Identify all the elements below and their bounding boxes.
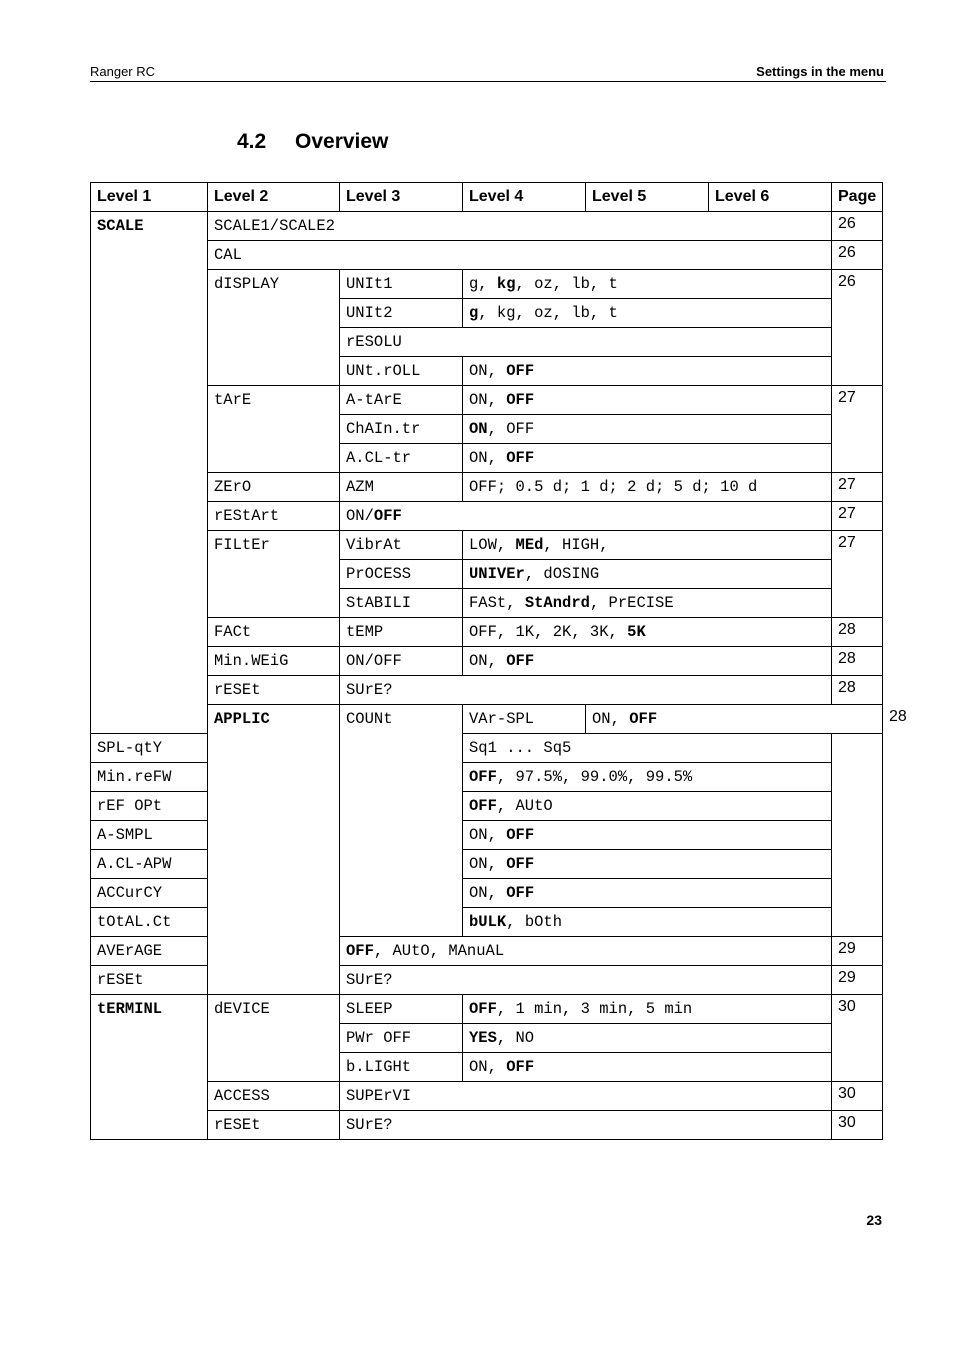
default-option: UNIVEr	[469, 565, 525, 583]
option-text: g,	[469, 275, 497, 293]
setting-cell: tOtAL.Ct	[91, 908, 208, 937]
option-text: , 1 min, 3 min, 5 min	[496, 1000, 693, 1018]
column-header: Level 1	[91, 183, 208, 212]
setting-cell: A-SMPL	[91, 821, 208, 850]
overview-table	[90, 182, 907, 1140]
setting-cell: VibrAt	[340, 531, 463, 560]
setting-cell: UNIt1	[340, 270, 463, 299]
setting-cell: dEVICE	[208, 995, 340, 1082]
setting-cell	[463, 1053, 832, 1082]
level1-cell: SCALE	[91, 212, 208, 734]
option-text: , AUtO, MAnuAL	[373, 942, 505, 960]
setting-cell: tArE	[208, 386, 340, 473]
option-text: LOW,	[469, 536, 516, 554]
setting-cell: SPL-qtY	[91, 734, 208, 763]
setting-cell: ChAIn.tr	[340, 415, 463, 444]
default-option: OFF	[506, 362, 535, 380]
option-text: ON,	[469, 449, 507, 467]
option-text: ON,	[469, 826, 507, 844]
column-header: Page	[832, 183, 883, 212]
table-row	[91, 473, 883, 502]
option-text: , AUtO	[496, 797, 553, 815]
table-row	[91, 241, 883, 270]
column-header: Level 2	[208, 183, 340, 212]
setting-cell: UNIt2	[340, 299, 463, 328]
setting-cell: ACCESS	[208, 1082, 340, 1111]
option-text: , PrECISE	[589, 594, 674, 612]
column-header: Level 6	[709, 183, 832, 212]
table-row	[91, 1082, 883, 1111]
option-text: , 97.5%, 99.0%, 99.5%	[496, 768, 693, 786]
page-ref-cell: 30	[832, 1082, 883, 1111]
page-ref-cell: 27	[832, 502, 883, 531]
setting-cell: FILtEr	[208, 531, 340, 618]
option-text: , dOSING	[524, 565, 600, 583]
setting-cell: rESEt	[208, 676, 340, 705]
setting-cell: b.LIGHt	[340, 1053, 463, 1082]
setting-cell: rESOLU	[340, 328, 832, 357]
level1-cell: APPLIC	[208, 705, 340, 995]
setting-cell: rEF OPt	[91, 792, 208, 821]
setting-cell: SUrE?	[340, 1111, 832, 1140]
setting-cell: Min.WEiG	[208, 647, 340, 676]
setting-cell: COUNt	[340, 705, 463, 937]
setting-cell: ON/OFF	[340, 647, 463, 676]
setting-cell: StABILI	[340, 589, 463, 618]
option-text: , HIGH,	[543, 536, 609, 554]
setting-cell: PWr OFF	[340, 1024, 463, 1053]
default-option: kg	[496, 275, 516, 293]
section-title: Overview	[295, 130, 389, 153]
default-option: OFF	[506, 884, 535, 902]
default-option: MEd	[515, 536, 544, 554]
option-text: FASt,	[469, 594, 525, 612]
default-option: OFF	[506, 449, 535, 467]
setting-cell	[463, 589, 832, 618]
default-option: OFF	[346, 942, 374, 960]
setting-cell: VAr-SPL	[463, 705, 586, 734]
setting-cell: SUrE?	[340, 966, 832, 995]
setting-cell	[463, 792, 832, 821]
setting-cell: AVErAGE	[91, 937, 208, 966]
page-ref-cell: 27	[832, 386, 883, 473]
page-ref-cell: 26	[832, 241, 883, 270]
setting-cell: SUrE?	[340, 676, 832, 705]
setting-cell	[463, 386, 832, 415]
setting-cell	[463, 357, 832, 386]
setting-cell: dISPLAY	[208, 270, 340, 386]
setting-cell: rESEt	[208, 1111, 340, 1140]
default-option: 5K	[627, 623, 646, 641]
setting-cell: Min.reFW	[91, 763, 208, 792]
setting-cell	[340, 937, 832, 966]
table-body	[91, 212, 907, 1140]
page-ref-cell: 26	[832, 270, 883, 386]
setting-cell: AZM	[340, 473, 463, 502]
page-ref-cell: 30	[832, 1111, 883, 1140]
setting-cell: ZErO	[208, 473, 340, 502]
default-option: OFF	[506, 1058, 535, 1076]
page-ref-cell: 28	[832, 676, 883, 705]
option-text: ON,	[469, 855, 507, 873]
setting-cell: tEMP	[340, 618, 463, 647]
running-header-title: Ranger RC	[90, 64, 156, 79]
table-row	[91, 647, 883, 676]
default-option: OFF	[506, 391, 535, 409]
setting-cell	[463, 647, 832, 676]
table-row	[91, 531, 883, 560]
option-text: ON,	[469, 884, 507, 902]
option-text: ON/	[346, 507, 374, 525]
table-row	[91, 1111, 883, 1140]
option-text: ON,	[469, 391, 507, 409]
running-header-chapter: Settings in the menu	[756, 64, 884, 79]
setting-cell: rEStArt	[208, 502, 340, 531]
option-text: ON,	[469, 362, 507, 380]
setting-cell	[463, 821, 832, 850]
column-header: Level 3	[340, 183, 463, 212]
setting-cell: A.CL-APW	[91, 850, 208, 879]
setting-cell	[463, 995, 832, 1024]
default-option: OFF	[373, 507, 402, 525]
setting-cell: A-tArE	[340, 386, 463, 415]
default-option: g	[469, 304, 479, 322]
setting-cell	[463, 850, 832, 879]
option-text: , NO	[496, 1029, 535, 1047]
option-text: , oz, lb, t	[515, 275, 618, 293]
setting-cell: FACt	[208, 618, 340, 647]
option-text: OFF, 1K, 2K, 3K,	[469, 623, 628, 641]
default-option: YES	[469, 1029, 497, 1047]
setting-cell	[463, 299, 832, 328]
setting-cell	[463, 415, 832, 444]
setting-cell	[586, 705, 883, 734]
page-ref-cell: 27	[832, 531, 883, 618]
setting-cell	[463, 908, 832, 937]
setting-cell	[463, 618, 832, 647]
table-row	[91, 386, 883, 415]
section-number: 4.2	[237, 130, 267, 153]
page-ref-cell: 27	[832, 473, 883, 502]
table-row: APPLIC COUNt VAr-SPL ON, OFF 28	[91, 705, 883, 734]
setting-cell: SCALE1/SCALE2	[208, 212, 832, 241]
setting-cell: SLEEP	[340, 995, 463, 1024]
default-option: OFF	[469, 797, 497, 815]
option-text: , kg, oz, lb, t	[478, 304, 618, 322]
setting-cell	[463, 270, 832, 299]
default-option: OFF	[506, 855, 535, 873]
setting-cell	[463, 444, 832, 473]
page-ref-cell: 26	[832, 212, 883, 241]
option-text: , bOth	[506, 913, 563, 931]
setting-cell: Sq1 ... Sq5	[463, 734, 832, 763]
setting-cell	[340, 502, 832, 531]
setting-cell	[463, 560, 832, 589]
setting-cell: PrOCESS	[340, 560, 463, 589]
page-ref-cell: 29	[832, 966, 883, 995]
page-ref-cell: 29	[832, 937, 883, 966]
setting-cell: SUPErVI	[340, 1082, 832, 1111]
setting-cell	[463, 1024, 832, 1053]
default-option: bULK	[469, 913, 507, 931]
option-text: , OFF	[487, 420, 535, 438]
option-text: ON,	[469, 1058, 507, 1076]
table-row	[91, 502, 883, 531]
setting-cell: ACCurCY	[91, 879, 208, 908]
option-text: ON,	[592, 710, 630, 728]
table-header-row	[91, 183, 883, 212]
column-header: Level 5	[586, 183, 709, 212]
level1-cell: tERMINL	[91, 995, 208, 1140]
default-option: OFF	[469, 1000, 497, 1018]
setting-cell	[463, 531, 832, 560]
default-option: OFF	[629, 710, 658, 728]
page-ref-cell: 30	[832, 995, 883, 1082]
page-ref-cell: 28	[832, 647, 883, 676]
default-option: ON	[469, 420, 488, 438]
setting-cell: OFF; 0.5 d; 1 d; 2 d; 5 d; 10 d	[463, 473, 832, 502]
setting-cell: A.CL-tr	[340, 444, 463, 473]
default-option: StAndrd	[524, 594, 590, 612]
option-text: ON,	[469, 652, 507, 670]
setting-cell: CAL	[208, 241, 832, 270]
table-row	[91, 212, 883, 241]
header-divider	[90, 81, 886, 82]
column-header: Level 4	[463, 183, 586, 212]
table-row	[91, 618, 883, 647]
setting-cell: UNt.rOLL	[340, 357, 463, 386]
setting-cell	[463, 763, 832, 792]
table-row	[91, 995, 883, 1024]
section-heading	[237, 130, 388, 154]
table-row	[91, 270, 883, 299]
setting-cell: rESEt	[91, 966, 208, 995]
setting-cell	[463, 879, 832, 908]
table-row	[91, 676, 883, 705]
page-number: 23	[866, 1212, 882, 1228]
default-option: OFF	[469, 768, 497, 786]
default-option: OFF	[506, 826, 535, 844]
page-ref-cell: 28	[832, 618, 883, 647]
default-option: OFF	[506, 652, 535, 670]
